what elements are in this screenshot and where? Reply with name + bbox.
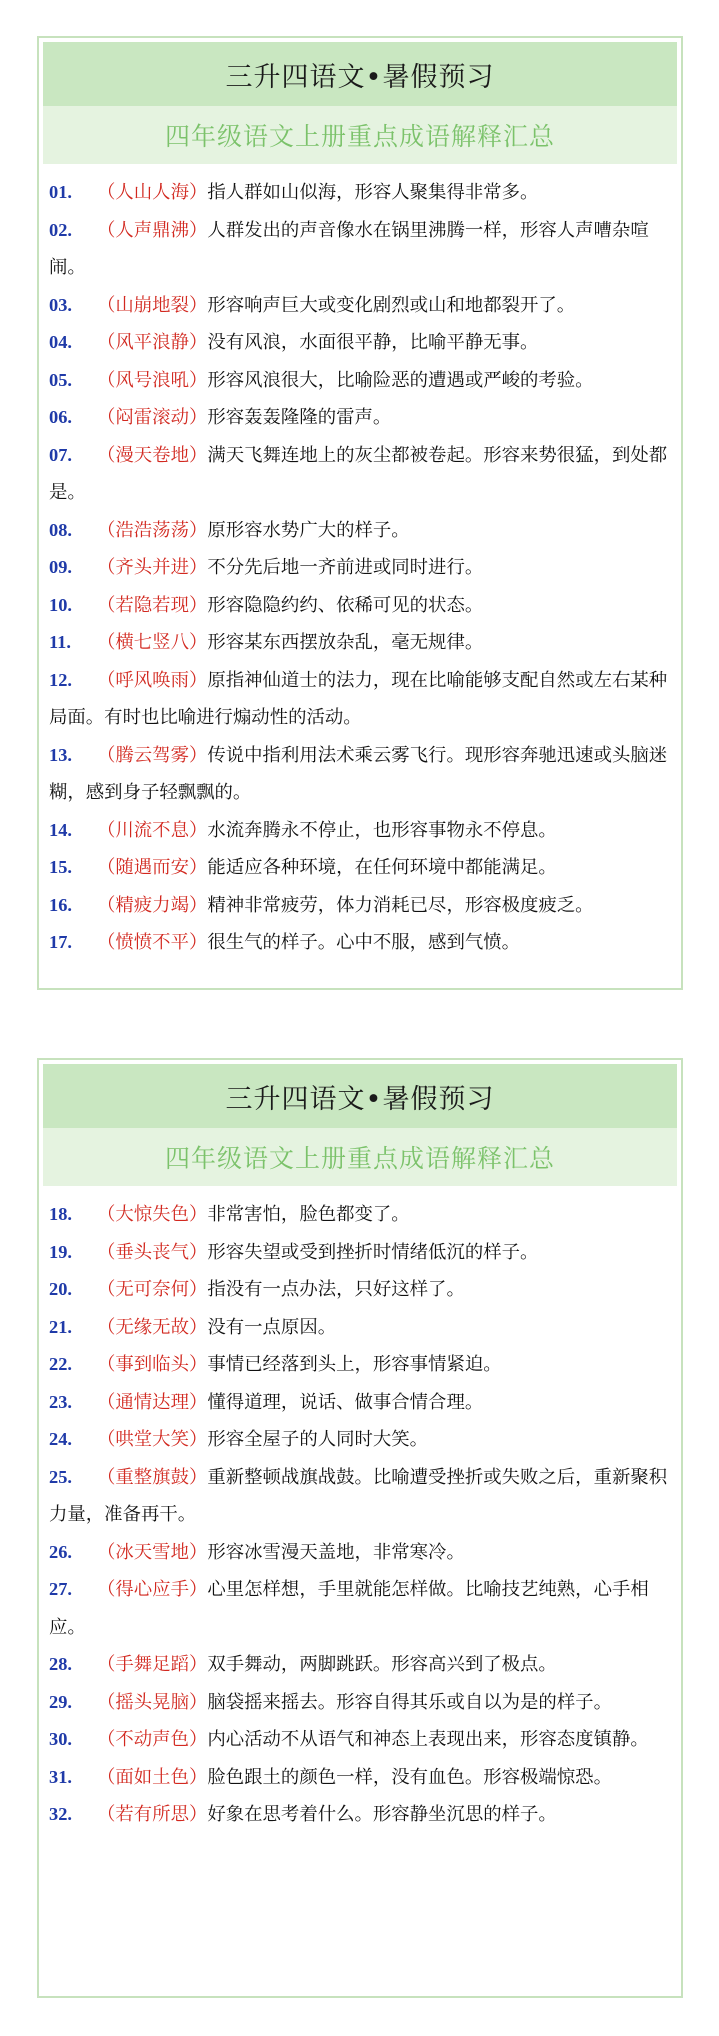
idiom-entry	[49, 1571, 671, 1646]
card-subtitle: 四年级语文上册重点成语解释汇总	[43, 106, 677, 164]
entry-number: 17.	[49, 932, 72, 952]
idiom-term: （川流不息）	[97, 819, 208, 841]
idiom-entry	[49, 587, 671, 625]
idiom-definition: 懂得道理，说话、做事合情合理。	[207, 1391, 484, 1413]
entry-number: 10.	[49, 594, 72, 615]
idiom-definition: 水流奔腾永不停止，也形容事物永不停息。	[207, 819, 557, 841]
idiom-entry	[49, 1309, 671, 1347]
idiom-term: （大惊失色）	[97, 1204, 208, 1225]
idiom-definition: 没有一点原因。	[207, 1316, 337, 1338]
entry-number: 23.	[49, 1391, 72, 1412]
idiom-definition: 原指神仙道士的法力，现在比喻能够支配自然或左右某种局面。有时也比喻进行煽动性的活动。	[49, 669, 668, 728]
entry-number: 08.	[49, 519, 72, 540]
idiom-term: （得心应手）	[97, 1579, 208, 1600]
idiom-term: （若有所思）	[97, 1804, 208, 1825]
idiom-term: （人山人海）	[97, 182, 208, 203]
idiom-entry	[49, 1234, 671, 1272]
idiom-definition: 不分先后地一齐前进或同时进行。	[207, 557, 484, 578]
card-title: 三升四语文•暑假预习	[43, 1064, 677, 1128]
idiom-entry	[49, 887, 671, 925]
idiom-definition: 形容轰轰隆隆的雷声。	[207, 407, 392, 428]
idiom-entry	[49, 362, 671, 400]
idiom-entry	[49, 924, 671, 962]
idiom-term: （横七竖八）	[97, 632, 208, 653]
idiom-list	[43, 164, 677, 962]
idiom-entry	[49, 1646, 671, 1684]
idiom-entry	[49, 1721, 671, 1759]
idiom-entry	[49, 287, 671, 325]
idiom-term: （若隐若现）	[97, 594, 208, 616]
idiom-term: （闷雷滚动）	[97, 407, 208, 428]
idiom-definition: 形容风浪很大，比喻险恶的遭遇或严峻的考验。	[207, 369, 594, 391]
idiom-entry	[49, 849, 671, 887]
entry-number: 07.	[49, 444, 72, 465]
idiom-definition: 形容全屋子的人同时大笑。	[207, 1429, 429, 1450]
entry-number: 16.	[49, 894, 72, 915]
idiom-term: （重整旗鼓）	[97, 1466, 208, 1488]
idiom-definition: 事情已经落到头上，形容事情紧迫。	[207, 1354, 502, 1375]
idiom-definition: 原形容水势广大的样子。	[207, 519, 410, 541]
idiom-term: （风平浪静）	[97, 332, 208, 353]
entry-number: 20.	[49, 1279, 72, 1299]
idiom-entry	[49, 1196, 671, 1234]
entry-number: 13.	[49, 744, 72, 765]
idiom-term: （面如土色）	[97, 1766, 208, 1788]
entry-number: 21.	[49, 1316, 72, 1337]
idiom-entry	[49, 624, 671, 662]
idiom-term: （哄堂大笑）	[97, 1429, 208, 1450]
idiom-definition: 精神非常疲劳，体力消耗已尽，形容极度疲乏。	[207, 894, 594, 916]
idiom-definition: 没有风浪，水面很平静，比喻平静无事。	[207, 332, 539, 353]
idiom-definition: 人群发出的声音像水在锅里沸腾一样，形容人声嘈杂喧闹。	[49, 219, 649, 278]
entry-number: 15.	[49, 857, 72, 877]
idiom-entry	[49, 512, 671, 550]
idiom-definition: 形容隐隐约约、依稀可见的状态。	[207, 594, 484, 616]
idiom-definition: 重新整顿战旗战鼓。比喻遭受挫折或失败之后，重新聚积力量，准备再干。	[49, 1466, 668, 1525]
idiom-term: （人声鼎沸）	[97, 219, 208, 241]
idiom-entry	[49, 549, 671, 587]
idiom-term: （通情达理）	[97, 1391, 208, 1413]
idiom-term: （腾云驾雾）	[97, 744, 208, 766]
idiom-entry	[49, 1459, 671, 1534]
entry-number: 14.	[49, 819, 72, 840]
entry-number: 26.	[49, 1541, 72, 1562]
idiom-entry	[49, 1759, 671, 1797]
idiom-entry	[49, 174, 671, 212]
idiom-entry	[49, 1271, 671, 1309]
idiom-term: （呼风唤雨）	[97, 669, 208, 691]
idiom-card-1	[37, 36, 683, 990]
entry-number: 24.	[49, 1429, 72, 1449]
idiom-entry	[49, 399, 671, 437]
idiom-definition: 能适应各种环境，在任何环境中都能满足。	[207, 857, 557, 878]
idiom-term: （漫天卷地）	[97, 444, 208, 466]
idiom-term: （无缘无故）	[97, 1316, 208, 1338]
idiom-term: （浩浩荡荡）	[97, 519, 208, 541]
idiom-term: （垂头丧气）	[97, 1241, 208, 1263]
entry-number: 29.	[49, 1691, 72, 1712]
entry-number: 11.	[49, 632, 71, 652]
idiom-definition: 心里怎样想，手里就能怎样做。比喻技艺纯熟，心手相应。	[49, 1579, 649, 1638]
idiom-definition: 非常害怕，脸色都变了。	[207, 1204, 410, 1225]
idiom-definition: 指人群如山似海，形容人聚集得非常多。	[207, 182, 539, 203]
idiom-term: （无可奈何）	[97, 1279, 208, 1300]
entry-number: 22.	[49, 1354, 72, 1374]
entry-number: 09.	[49, 557, 72, 577]
idiom-term: （手舞足蹈）	[97, 1654, 208, 1675]
entry-number: 31.	[49, 1766, 72, 1787]
idiom-entry	[49, 1346, 671, 1384]
idiom-term: （齐头并进）	[97, 557, 208, 578]
idiom-term: （愤愤不平）	[97, 932, 208, 953]
idiom-term: （摇头晃脑）	[97, 1691, 208, 1713]
idiom-definition: 指没有一点办法，只好这样了。	[207, 1279, 465, 1300]
idiom-definition: 内心活动不从语气和神态上表现出来，形容态度镇静。	[207, 1729, 649, 1750]
idiom-entry	[49, 212, 671, 287]
idiom-entry	[49, 737, 671, 812]
idiom-card-2	[37, 1058, 683, 1998]
entry-number: 03.	[49, 294, 72, 315]
idiom-entry	[49, 662, 671, 737]
idiom-entry	[49, 812, 671, 850]
entry-number: 04.	[49, 332, 72, 352]
idiom-term: （精疲力竭）	[97, 894, 208, 916]
idiom-definition: 双手舞动，两脚跳跃。形容高兴到了极点。	[207, 1654, 557, 1675]
idiom-definition: 形容失望或受到挫折时情绪低沉的样子。	[207, 1241, 539, 1263]
idiom-term: （事到临头）	[97, 1354, 208, 1375]
idiom-definition: 满天飞舞连地上的灰尘都被卷起。形容来势很猛，到处都是。	[49, 444, 668, 503]
idiom-list	[43, 1186, 677, 1834]
card-subtitle: 四年级语文上册重点成语解释汇总	[43, 1128, 677, 1186]
idiom-definition: 形容响声巨大或变化剧烈或山和地都裂开了。	[207, 294, 576, 316]
entry-number: 32.	[49, 1804, 72, 1824]
entry-number: 27.	[49, 1579, 72, 1599]
idiom-entry	[49, 1796, 671, 1834]
idiom-entry	[49, 1684, 671, 1722]
entry-number: 28.	[49, 1654, 72, 1674]
idiom-definition: 很生气的样子。心中不服，感到气愤。	[207, 932, 521, 953]
entry-number: 12.	[49, 669, 72, 690]
idiom-term: （风号浪吼）	[97, 369, 208, 391]
entry-number: 30.	[49, 1729, 72, 1749]
entry-number: 06.	[49, 407, 72, 427]
idiom-term: （随遇而安）	[97, 857, 208, 878]
entry-number: 19.	[49, 1241, 72, 1262]
idiom-definition: 脸色跟土的颜色一样，没有血色。形容极端惊恐。	[207, 1766, 612, 1788]
idiom-definition: 传说中指利用法术乘云雾飞行。现形容奔驰迅速或头脑迷糊，感到身子轻飘飘的。	[49, 744, 668, 803]
idiom-entry	[49, 1534, 671, 1572]
idiom-entry	[49, 324, 671, 362]
idiom-term: （山崩地裂）	[97, 294, 208, 316]
idiom-definition: 形容某东西摆放杂乱，毫无规律。	[207, 632, 484, 653]
idiom-term: （冰天雪地）	[97, 1541, 208, 1563]
entry-number: 25.	[49, 1466, 72, 1487]
idiom-entry	[49, 1421, 671, 1459]
idiom-entry	[49, 1384, 671, 1422]
entry-number: 02.	[49, 219, 72, 240]
entry-number: 18.	[49, 1204, 72, 1224]
idiom-term: （不动声色）	[97, 1729, 208, 1750]
idiom-definition: 形容冰雪漫天盖地，非常寒冷。	[207, 1541, 465, 1563]
idiom-entry	[49, 437, 671, 512]
entry-number: 05.	[49, 369, 72, 390]
idiom-definition: 脑袋摇来摇去。形容自得其乐或自以为是的样子。	[207, 1691, 612, 1713]
entry-number: 01.	[49, 182, 72, 202]
card-title: 三升四语文•暑假预习	[43, 42, 677, 106]
idiom-definition: 好象在思考着什么。形容静坐沉思的样子。	[207, 1804, 557, 1825]
